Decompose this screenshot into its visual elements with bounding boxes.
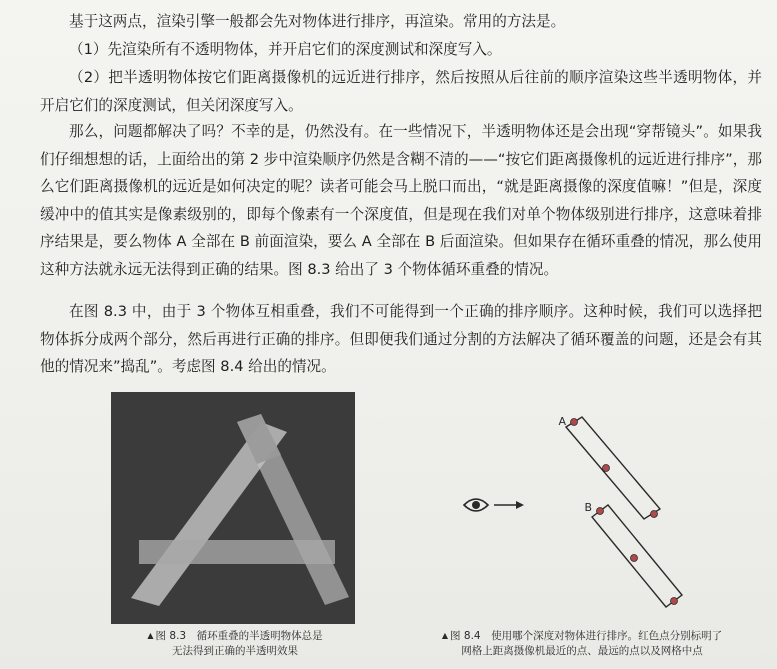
figure-8-3-caption: [104, 628, 366, 659]
mesh-a-label: A: [558, 415, 566, 428]
paragraph-sorting-intro: 基于这两点，渲染引擎一般都会先对物体进行排序，再渲染。常用的方法是。: [69, 13, 566, 30]
figure-8-4-caption-text-1: 图 8.4 使用哪个深度对物体进行排序。红色点分别标明了: [450, 630, 723, 642]
paragraph-problem: 那么，问题都解决了吗？不幸的是，仍然没有。在一些情况下，半透明物体还是会出现“穿帮镜头”。如果我们仔细想想的话，上面给出的第 2 步中渲染顺序仍然是含糊不清的——“按它们距离摄像机的远近进行排序”，那么它们距离摄像机的远近是如何决定的呢？读者可能会马上脱口而出，“就是距离摄像的深度值嘛！”但是，深度缓冲中的值其实是像素级别的，即每个像素有一个深度值，但是现在我们对单个物体级别进行排序，这意味着排序结果是，要么物体 A 全部在 B 前面渲染，要么 A 全部在 B 后面渲染。但如果存在循环重叠的情况，那么使用这种方法就永远无法得到正确的结果。图 8.3 给出了 3 个物体循环重叠的情况。: [40, 123, 762, 278]
paragraph-step-2: （2）把半透明物体按它们距离摄像机的远近进行排序，然后按照从后往前的顺序渲染这些半透明物体，并开启它们的深度测试，但关闭深度写入。: [40, 69, 762, 114]
mesh-b-farthest-point: [671, 598, 678, 605]
triangle-marker-icon: ▲: [147, 631, 154, 640]
mesh-b-mid-point: [631, 555, 638, 562]
mesh-b-label: B: [584, 501, 592, 514]
figure-8-3-canvas: [111, 392, 355, 624]
mesh-a-mid-point: [603, 465, 610, 472]
figure-8-4-canvas: [458, 405, 718, 620]
mesh-a-farthest-point: [651, 511, 658, 518]
figure-8-3-caption-line-1: [104, 628, 366, 644]
mesh-a-nearest-point: [571, 419, 578, 426]
figure-8-4-caption-line-2: 网格上距离摄像机最近的点、最远的点以及网格中点: [461, 645, 703, 657]
eye-icon: [464, 499, 488, 511]
arrow-right-icon: [494, 501, 524, 509]
figure-8-3-cyclic-overlap: [111, 392, 355, 624]
translucent-bar-horizontal: [139, 540, 335, 564]
mesh-b-nearest-point: [597, 508, 604, 515]
paragraph-figure-discussion: 在图 8.3 中，由于 3 个物体互相重叠，我们不可能得到一个正确的排序顺序。这种时候，我们可以选择把物体拆分成两个部分，然后再进行正确的排序。但即便我们通过分割的方法解决了循环覆盖的问题，还是会有其他的情况来”捣乱”。考虑图 8.4 给出的情况。: [40, 303, 762, 375]
figure-8-4-depth-sorting: [458, 405, 718, 620]
paragraph-step-1: （1）先渲染所有不透明物体，并开启它们的深度测试和深度写入。: [69, 41, 502, 58]
figure-8-3-caption-line-2: 无法得到正确的半透明效果: [172, 645, 298, 657]
figure-8-4-caption-line-1: [392, 628, 772, 644]
mesh-a-outline: [566, 417, 660, 519]
triangle-marker-icon: ▲: [441, 631, 449, 640]
figure-8-4-caption: [392, 628, 772, 659]
figure-8-3-caption-text-1: 图 8.3 循环重叠的半透明物体总是: [155, 630, 323, 642]
